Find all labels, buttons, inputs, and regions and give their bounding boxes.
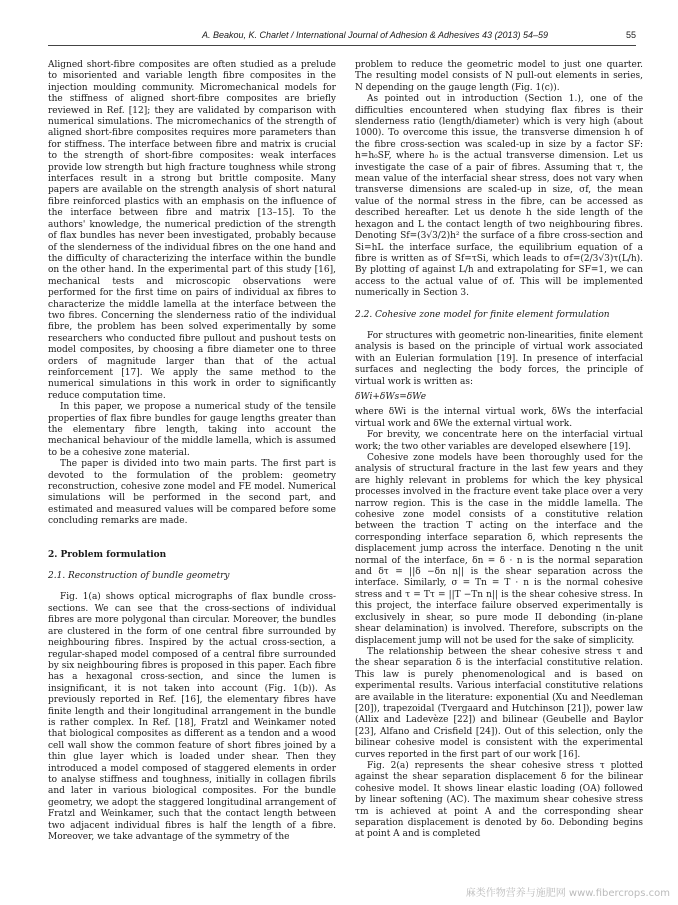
- paragraph: For structures with geometric non-linearities, finite element analysis is based on the principle of virtual work associated with an Eulerian formulation [19]. In presence of interfacial surfaces and neglecting the body forces, the principle of virtual work is written as:: [355, 330, 643, 387]
- paragraph: where δWi is the internal virtual work, δWs the interfacial virtual work and δWe the external virtual work.: [355, 407, 643, 429]
- equation: δWi+δWs=δWe: [355, 391, 427, 402]
- watermark: 麻类作物营养与施肥网 www.fibercrops.com: [465, 888, 670, 899]
- paragraph: Cohesive zone models have been thoroughly used for the analysis of structural fracture in the last few years and they are highly relevant in problems for which the key physical processes involved in the fracture event take place over a very narrow region. This is the case in the middle lamella. The cohesive zone model consists of a constitutive relation between the traction T acting on the interface and the corresponding interface separation δ, which represents the displacement jump across the interface. Denoting n the unit normal of the interface, δn = δ · n is the normal separation and δτ = ||δ −δn n|| is the shear separation across the interface. Similarly, σ = Tn = T · n is the normal cohesive stress and τ = Tτ = ||T −Tn n|| is the shear cohesive stress. In this project, the interface failure observed experimentally is exclusively in shear, so pure mode II debonding (in-plane shear delamination) is involved. Therefore, subscripts on the displacement jump will not be used for the sake of simplicity.: [355, 453, 643, 646]
- left-column: [48, 60, 336, 843]
- paragraph: As pointed out in introduction (Section 1.), one of the difficulties encountered when studying flax fibres is their slenderness ratio (length/diameter) which is very high (about 1000). To overcome this issue, the transverse dimension h of the fibre cross-section was scaled-up in size by a factor SF: h=h₀SF, where h₀ is the actual transverse dimension. Let us investigate the case of a pair of fibres. Assuming that τ, the mean value of the interfacial shear stress, does not vary when transverse dimensions are scaled-up in size, σf, the mean value of the normal stress in the fibre, can be accessed as described hereafter. Let us denote h the side length of the hexagon and L the contact length of two neighbouring fibres. Denoting Sf=(3√3/2)h² the surface of a fibre cross-section and Si=hL the interface surface, the equilibrium equation of a fibre is written as σf Sf=τSi, which leads to σf=(2/3√3)τ(L/h). By plotting σf against L/h and extrapolating for SF=1, we can access to the actual value of σf. This will be implemented numerically in Section 3.: [355, 94, 643, 299]
- paragraph: Aligned short-fibre composites are often studied as a prelude to misoriented and variable length fibre composites in the injection moulding community. Micromechanical models for the stiffness of aligned short-fibre composites are briefly reviewed in Ref. [12]; they are validated by comparison with numerical simulations. The micromechanics of the strength of aligned short-fibre composites requires more parameters than for stiffness. The interface between fibre and matrix is crucial to the strength of short-fibre composites: weak interfaces provide low strength but high fracture toughness while strong interfaces result in a strong but brittle composite. Many papers are available on the strength analysis of short natural fibre reinforced plastics with an emphasis on the influence of the interface between fibre and matrix [13–15]. To the authors' knowledge, the numerical prediction of the strength of flax bundles has never been investigated, probably because of the slenderness of the individual fibres on the one hand and the difficulty of characterizing the interface within the bundle on the other hand. In the experimental part of this study [16], mechanical tests and microscopic observations were performed for the first time on pairs of individual ax fibres to characterize the middle lamella at the interface between the two fibres. Concerning the slenderness ratio of the individual fibre, the problem has been solved experimentally by some researchers who conducted fibre pullout and pushout tests on model composites, by choosing a fibre diameter one to three orders of magnitude larger than that of the actual reinforcement [17]. We apply the same method to the numerical simulations in this work in order to significantly reduce computation time.: [48, 60, 336, 401]
- paragraph: Fig. 2(a) represents the shear cohesive stress τ plotted against the shear separation displacement δ for the bilinear cohesive model. It shows linear elastic loading (OA) followed by linear softening (AC). The maximum shear cohesive stress τm is achieved at point A and the corresponding shear separation displacement is denoted by δo. Debonding begins at point A and is completed: [355, 760, 643, 840]
- page-number: 55: [625, 30, 636, 40]
- section-heading: 2. Problem formulation: [48, 549, 167, 560]
- paragraph: For brevity, we concentrate here on the interfacial virtual work; the two other variables are developed elsewhere [19].: [355, 430, 643, 452]
- right-column: [355, 60, 643, 841]
- header-rule: [48, 45, 636, 46]
- subsection-heading: 2.1. Reconstruction of bundle geometry: [48, 571, 230, 582]
- subsection-heading: 2.2. Cohesive zone model for finite element formulation: [355, 309, 610, 320]
- running-title: A. Beakou, K. Charlet / International Journal of Adhesion & Adhesives 43 (2013) 54–59: [202, 30, 549, 40]
- running-header: [48, 30, 636, 44]
- paragraph: Fig. 1(a) shows optical micrographs of flax bundle cross-sections. We can see that the cross-sections of individual fibres are more polygonal than circular. Moreover, the bundles are clustered in the form of one central fibre surrounded by neighbouring fibres. Inspired by the actual cross-section, a regular-shaped model composed of a central fibre surrounded by six neighbouring fibres is proposed in this paper. Each fibre has a hexagonal cross-section, and since the lumen is insignificant, it is not taken into account (Fig. 1(b)). As previously reported in Ref. [16], the elementary fibres have finite length and their longitudinal arrangement in the bundle is rather complex. In Ref. [18], Fratzl and Weinkamer noted that biological composites as different as a tendon and a wood cell wall show the common feature of short fibres joined by a thin glue layer which is loaded under shear. Then they introduced a model composed of staggered elements in order to analyse stiffness and toughness, initially in collagen fibrils and later in various biological composites. For the bundle geometry, we adopt the staggered longitudinal arrangement of Fratzl and Weinkamer, such that the contact length between two adjacent individual fibres is half the length of a fibre. Moreover, we take advantage of the symmetry of the: [48, 592, 336, 842]
- paragraph: The paper is divided into two main parts. The first part is devoted to the formulation of the problem: geometry reconstruction, cohesive zone model and FE model. Numerical simulations will be performed in the second part, and estimated and measured values will be compared before some concluding remarks are made.: [48, 459, 336, 527]
- paragraph: The relationship between the shear cohesive stress τ and the shear separation δ is the interfacial constitutive relation. This law is purely phenomenological and is based on experimental results. Various interfacial constitutive relations are available in the literature: exponential (Xu and Needleman [20]), trapezoidal (Tvergaard and Hutchinson [21]), power law (Allix and Ladevèze [22]) and bilinear (Geubelle and Baylor [23], Alfano and Crisfield [24]). Out of this selection, only the bilinear cohesive model is consistent with the experimental curves reported in the first part of our work [16].: [355, 646, 643, 760]
- paragraph: In this paper, we propose a numerical study of the tensile properties of flax fibre bundles for gauge lengths greater than the elementary fibre length, taking into account the mechanical behaviour of the middle lamella, which is assumed to be a cohesive zone material.: [48, 402, 336, 458]
- paragraph: problem to reduce the geometric model to just one quarter. The resulting model consists of N pull-out elements in series, N depending on the gauge length (Fig. 1(c)).: [355, 60, 643, 93]
